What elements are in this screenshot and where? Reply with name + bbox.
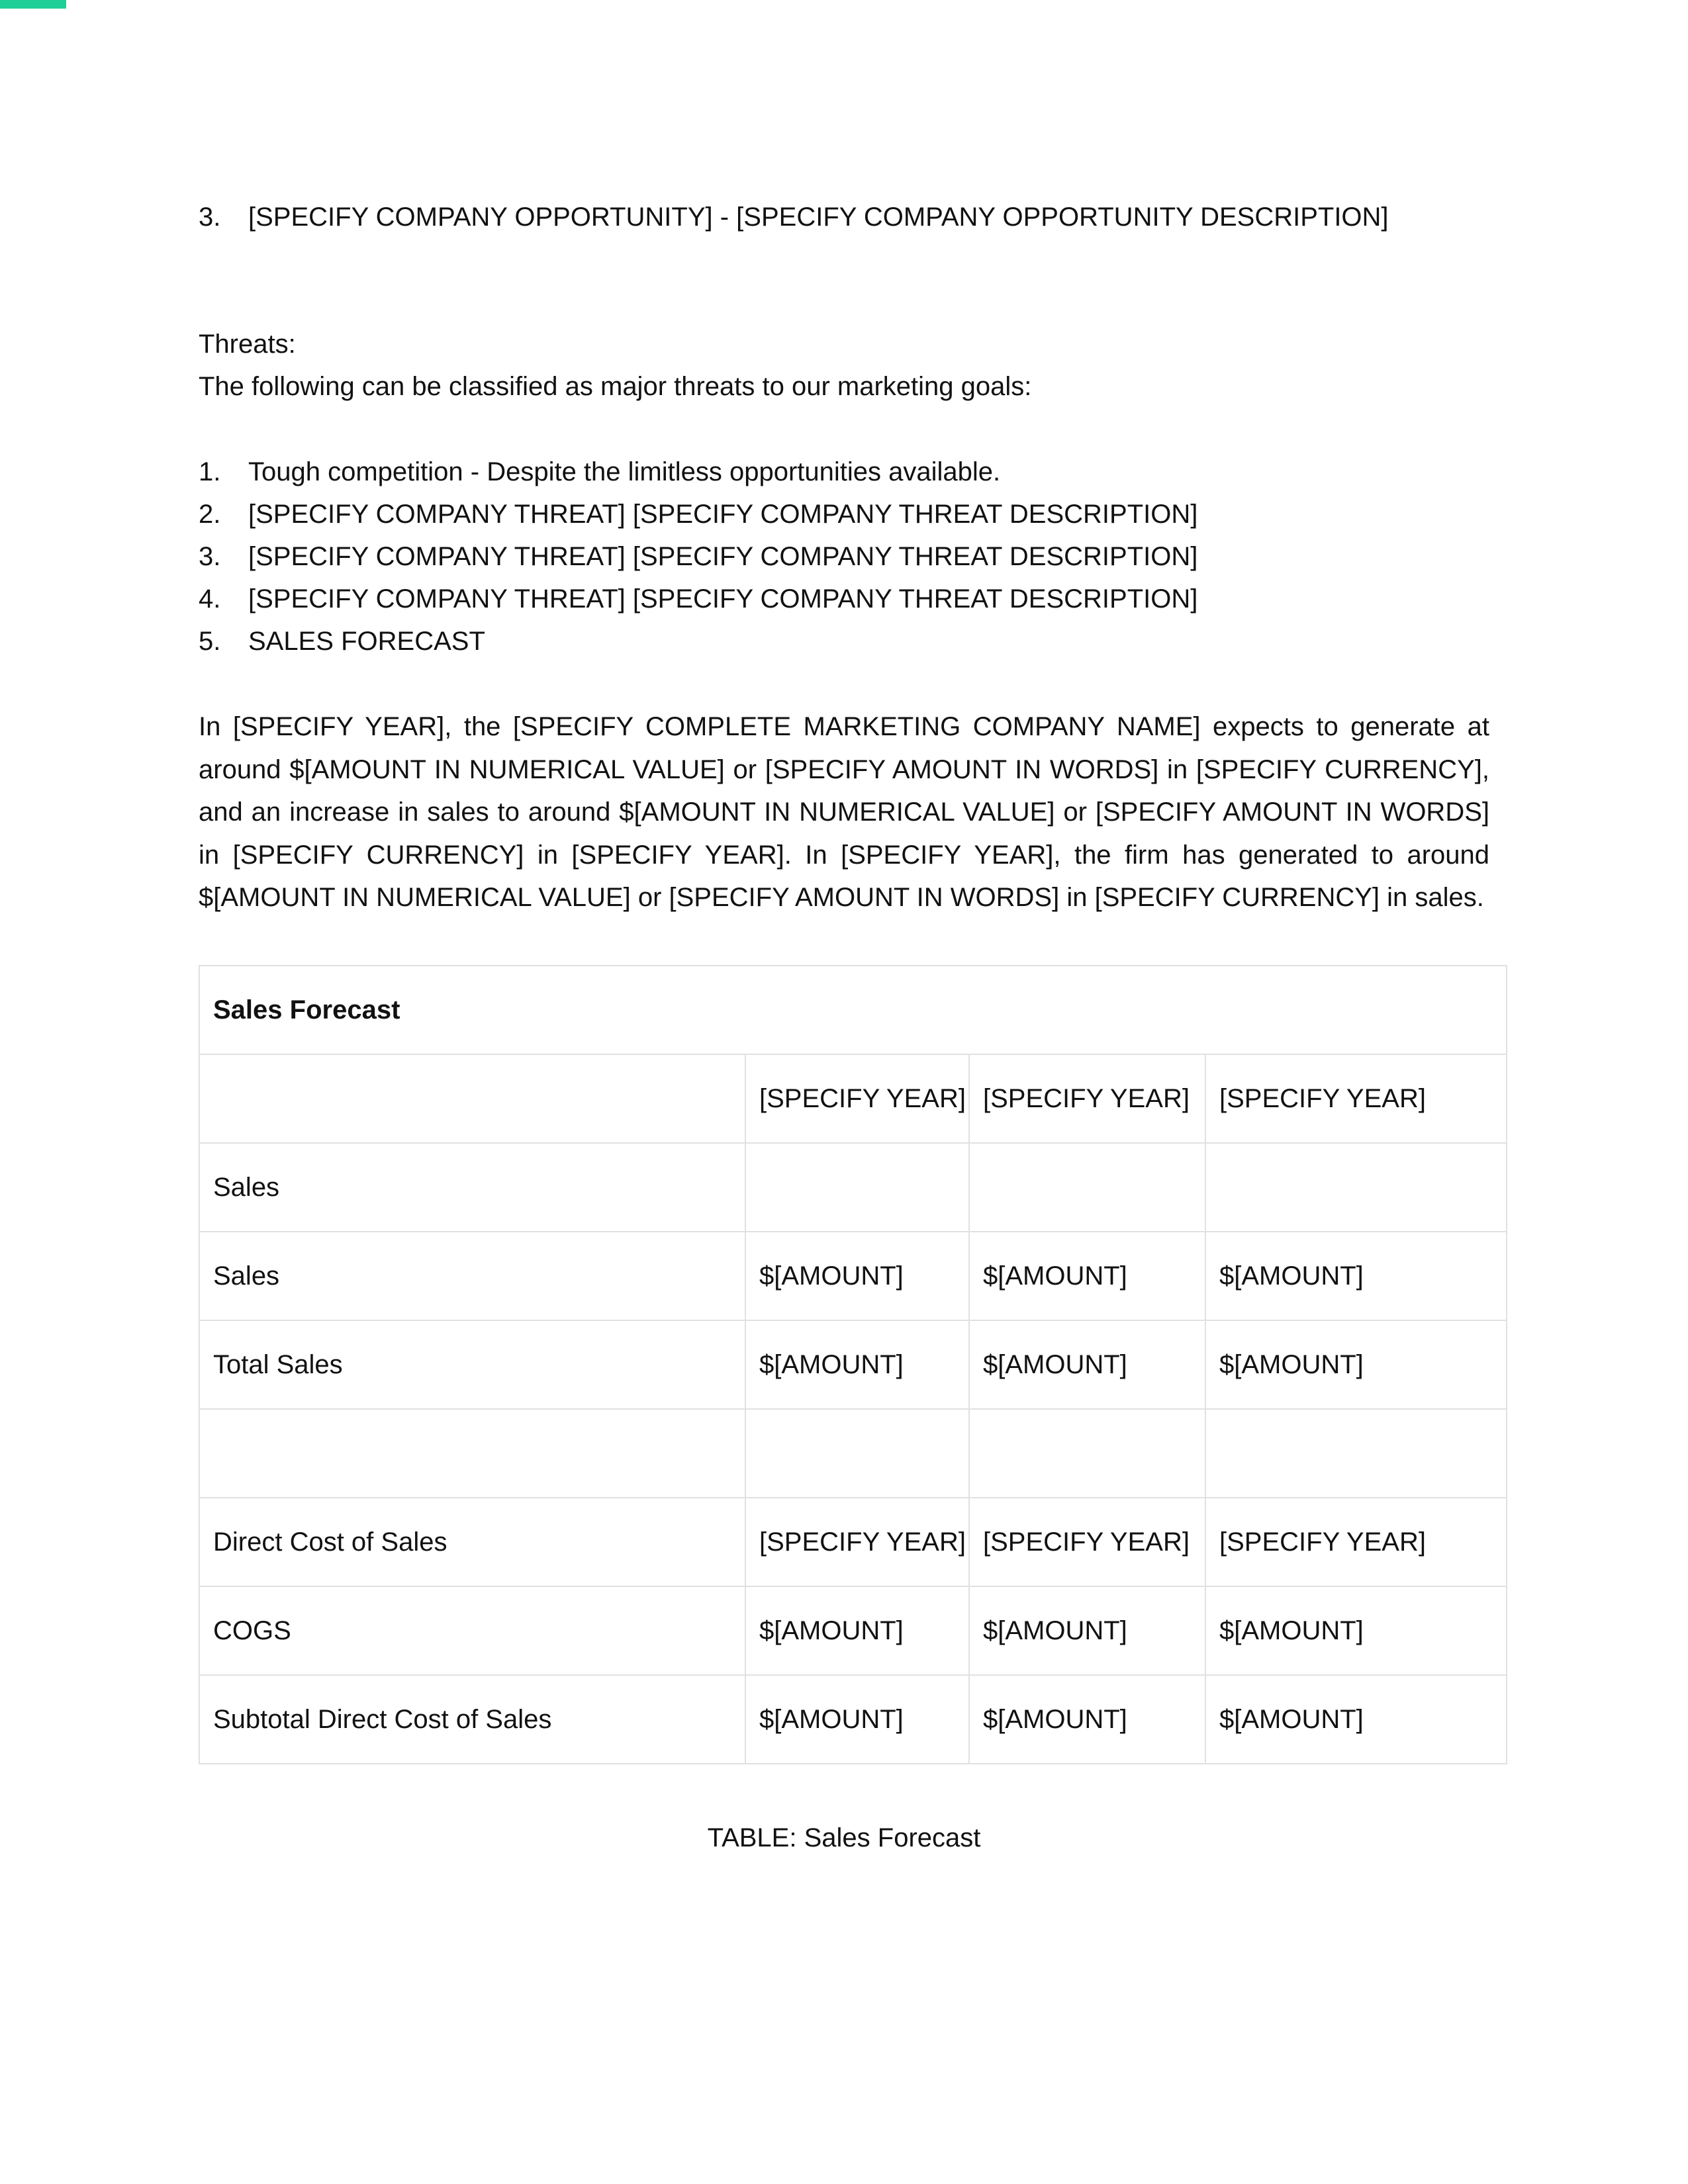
- opportunity-list-item: [199, 196, 1389, 238]
- threat-list-item: [199, 493, 1197, 535]
- table-cell: $[AMOUNT]: [1205, 1675, 1507, 1764]
- table-cell: [SPECIFY YEAR]: [969, 1498, 1205, 1586]
- table-cell: Sales: [199, 1232, 745, 1320]
- threat-list-item: [199, 620, 485, 662]
- list-number: 3.: [199, 203, 221, 232]
- table-cell: $[AMOUNT]: [1205, 1320, 1507, 1409]
- threat-list-item: [199, 578, 1197, 620]
- table-cell: [199, 1054, 745, 1143]
- threat-list-item: [199, 451, 1000, 493]
- threats-heading: Threats:: [199, 330, 296, 359]
- table-cell: [SPECIFY YEAR]: [969, 1054, 1205, 1143]
- table-cell: Direct Cost of Sales: [199, 1498, 745, 1586]
- table-row: [199, 1409, 1507, 1498]
- table-cell: $[AMOUNT]: [969, 1232, 1205, 1320]
- table-cell: $[AMOUNT]: [745, 1232, 969, 1320]
- table-caption: TABLE: Sales Forecast: [707, 1823, 981, 1852]
- table-cell: $[AMOUNT]: [745, 1675, 969, 1764]
- list-text: [SPECIFY COMPANY THREAT] [SPECIFY COMPANY THREAT DESCRIPTION]: [248, 500, 1198, 529]
- list-number: 2.: [199, 500, 221, 529]
- table-cell: $[AMOUNT]: [745, 1320, 969, 1409]
- table-row: [199, 1586, 1507, 1675]
- table-row: [199, 1054, 1507, 1143]
- table-title: Sales Forecast: [199, 966, 1507, 1054]
- table-cell: [SPECIFY YEAR]: [745, 1054, 969, 1143]
- table-cell: [1205, 1143, 1507, 1232]
- list-number: 4.: [199, 584, 221, 614]
- table-row: [199, 1320, 1507, 1409]
- table-row: [199, 1498, 1507, 1586]
- table-title-row: [199, 966, 1507, 1054]
- table-cell: $[AMOUNT]: [969, 1320, 1205, 1409]
- table-cell: [745, 1409, 969, 1498]
- list-text: Tough competition - Despite the limitless opportunities available.: [248, 457, 1001, 486]
- table-cell: [SPECIFY YEAR]: [1205, 1054, 1507, 1143]
- list-number: 5.: [199, 627, 221, 656]
- list-text: [SPECIFY COMPANY OPPORTUNITY] - [SPECIFY COMPANY OPPORTUNITY DESCRIPTION]: [248, 203, 1389, 232]
- list-number: 3.: [199, 542, 221, 571]
- table-cell: [745, 1143, 969, 1232]
- list-number: 1.: [199, 457, 221, 486]
- table-cell: [199, 1409, 745, 1498]
- table-cell: COGS: [199, 1586, 745, 1675]
- accent-bar: [0, 0, 66, 9]
- list-text: [SPECIFY COMPANY THREAT] [SPECIFY COMPANY THREAT DESCRIPTION]: [248, 542, 1198, 571]
- table-cell: $[AMOUNT]: [969, 1675, 1205, 1764]
- list-text: [SPECIFY COMPANY THREAT] [SPECIFY COMPANY THREAT DESCRIPTION]: [248, 584, 1198, 614]
- table-cell: $[AMOUNT]: [1205, 1586, 1507, 1675]
- list-text: SALES FORECAST: [248, 627, 485, 656]
- sales-forecast-table: [199, 965, 1507, 1764]
- sales-forecast-paragraph: In [SPECIFY YEAR], the [SPECIFY COMPLETE MARKETING COMPANY NAME] expects to generate at around $[AMOUNT IN NUMERICAL VALUE] or [SPECIFY AMOUNT IN WORDS] in [SPECIFY CURRENCY], and an increase in sales to around $[AMOUNT IN NUMERICAL VALUE] or [SPECIFY AMOUNT IN WORDS] in [SPECIFY CURRENCY] in [SPECIFY YEAR]. In [SPECIFY YEAR], the firm has generated to around $[AMOUNT IN NUMERICAL VALUE] or [SPECIFY AMOUNT IN WORDS] in [SPECIFY CURRENCY] in sales.: [199, 712, 1489, 912]
- table-cell: $[AMOUNT]: [969, 1586, 1205, 1675]
- table-cell: $[AMOUNT]: [745, 1586, 969, 1675]
- table-row: [199, 1143, 1507, 1232]
- table-row: [199, 1675, 1507, 1764]
- table-cell: Sales: [199, 1143, 745, 1232]
- table-cell: [SPECIFY YEAR]: [1205, 1498, 1507, 1586]
- table-cell: [1205, 1409, 1507, 1498]
- table-cell: [969, 1409, 1205, 1498]
- table-cell: [969, 1143, 1205, 1232]
- table-cell: $[AMOUNT]: [1205, 1232, 1507, 1320]
- threats-intro: The following can be classified as major threats to our marketing goals:: [199, 372, 1032, 401]
- threat-list-item: [199, 535, 1197, 578]
- table-cell: Total Sales: [199, 1320, 745, 1409]
- table-cell: [SPECIFY YEAR]: [745, 1498, 969, 1586]
- table-row: [199, 1232, 1507, 1320]
- table-cell: Subtotal Direct Cost of Sales: [199, 1675, 745, 1764]
